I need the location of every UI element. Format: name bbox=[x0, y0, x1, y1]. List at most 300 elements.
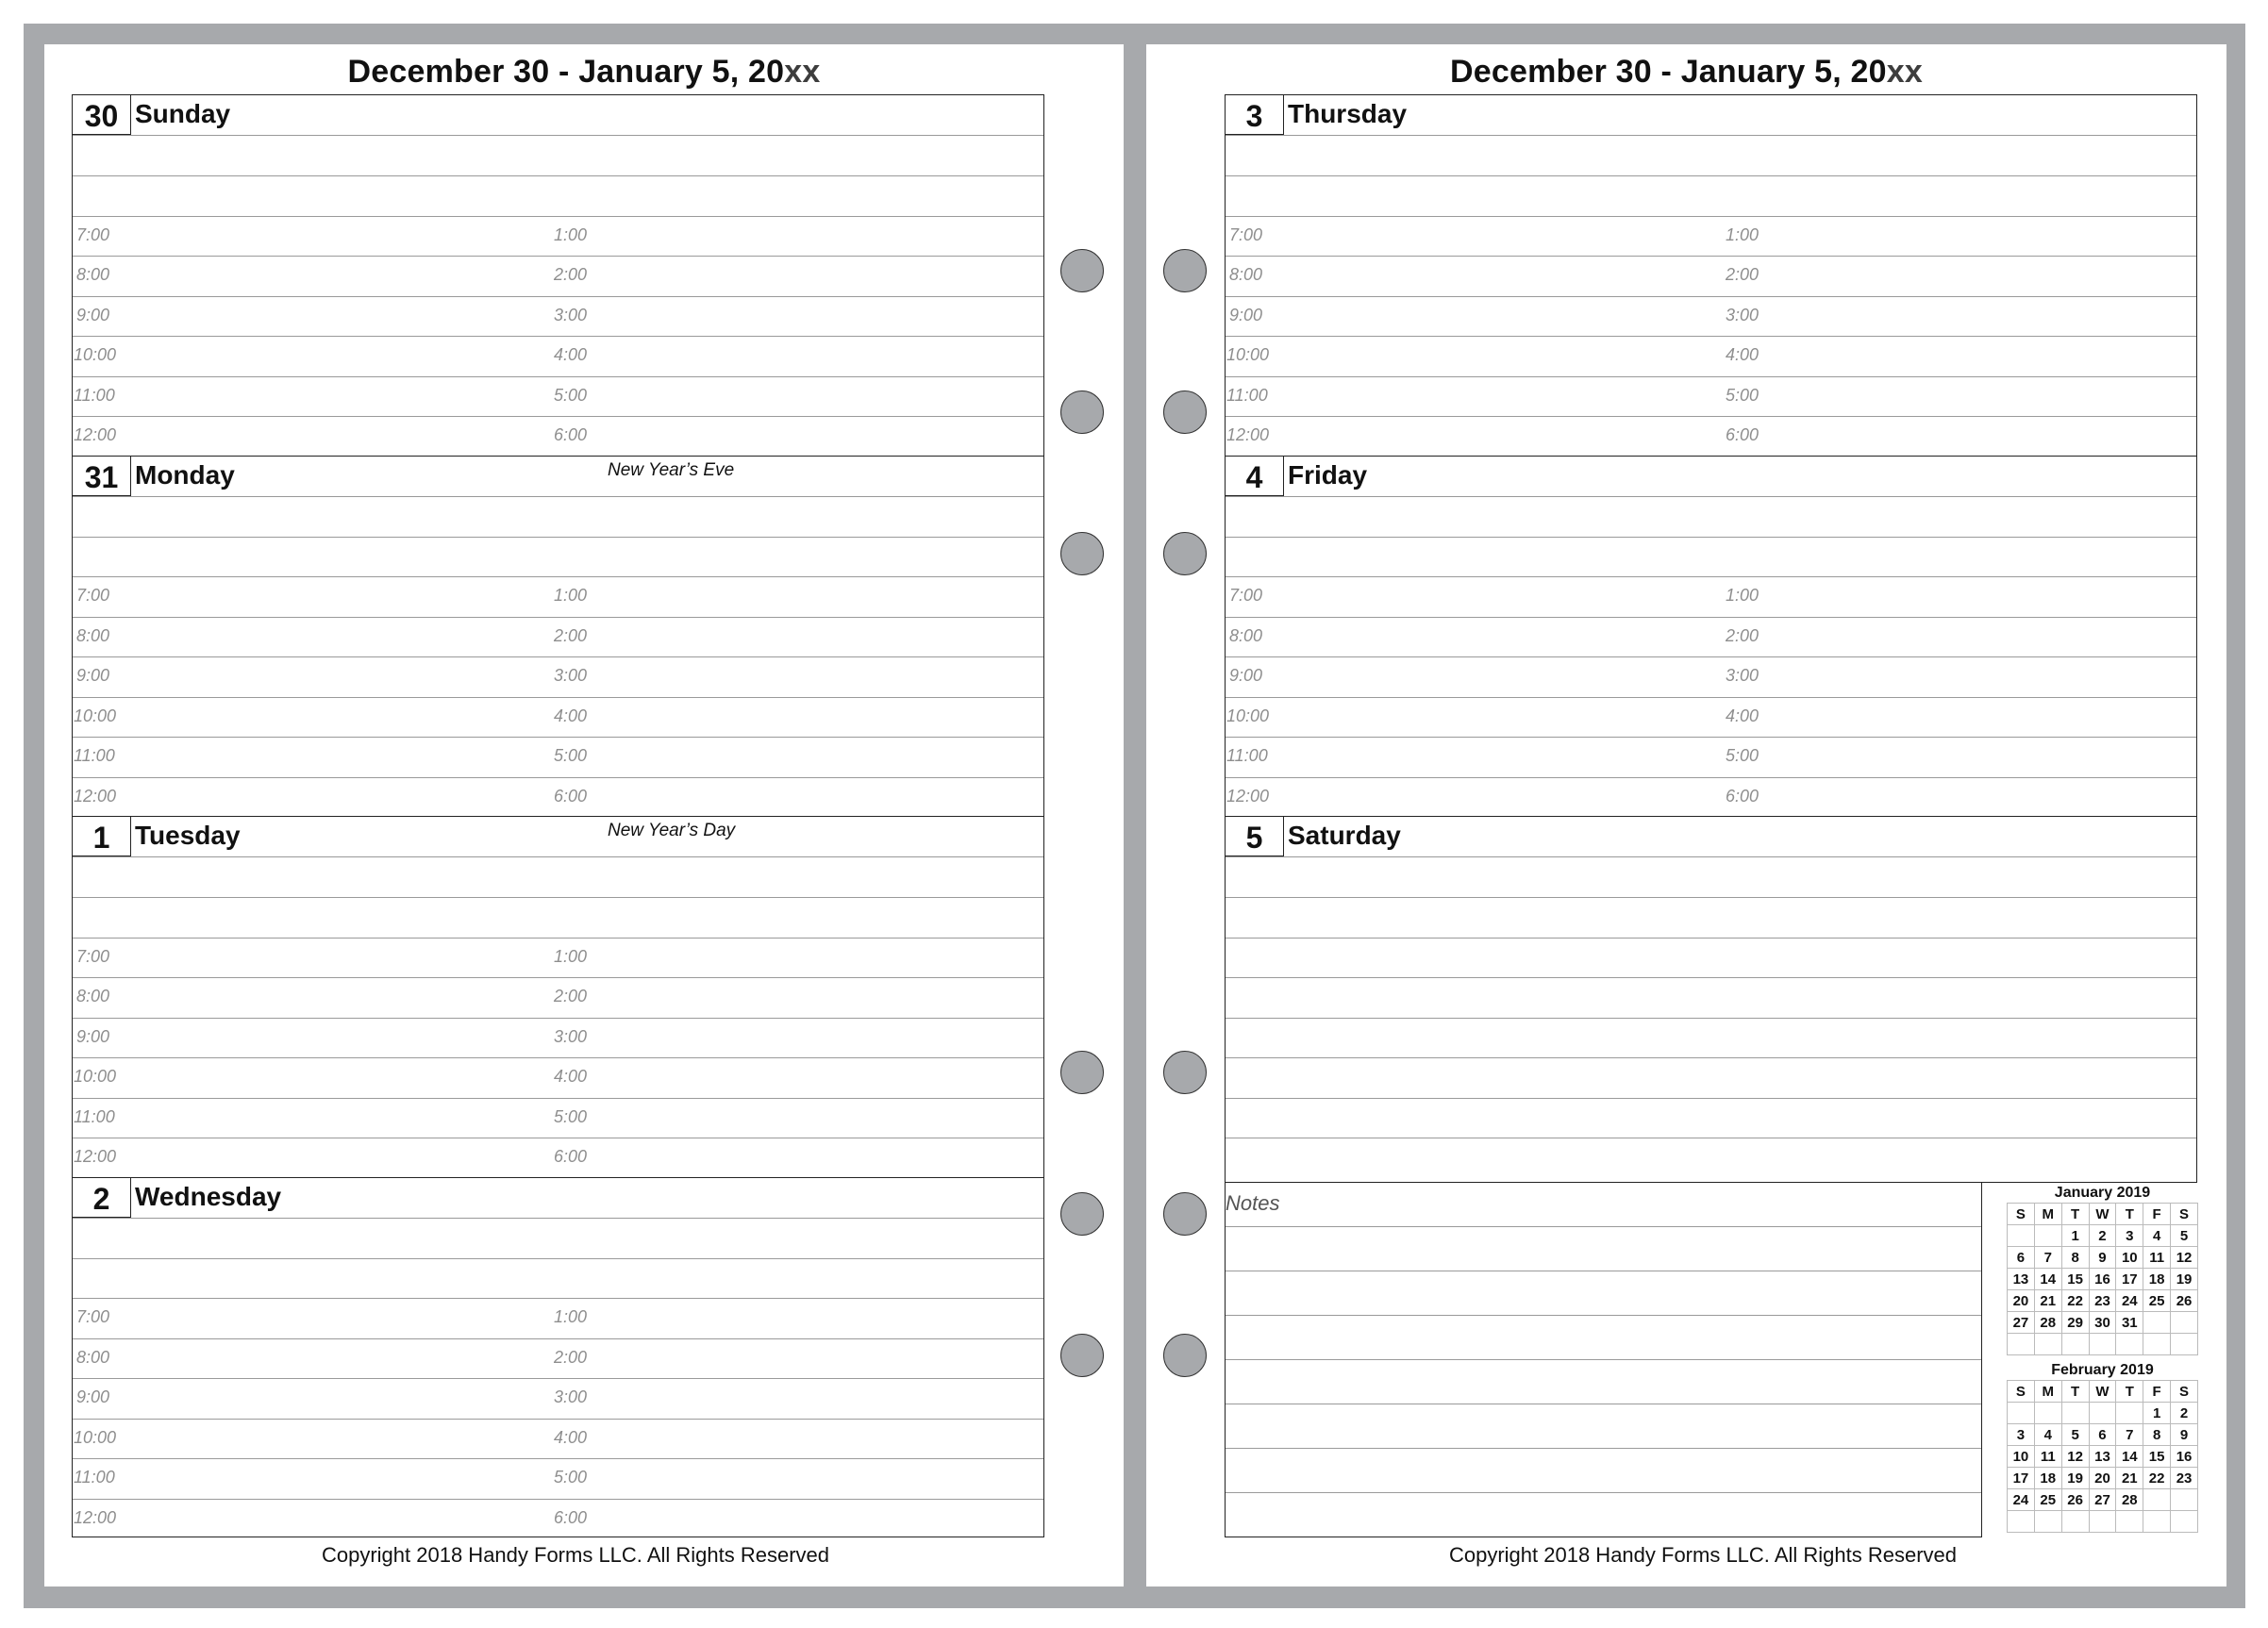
time-label-pm: 4:00 bbox=[554, 706, 588, 725]
day-block bbox=[1226, 95, 2196, 457]
time-label-am: 12:00 bbox=[1226, 425, 1270, 444]
writing-line[interactable] bbox=[73, 1057, 1043, 1058]
calendar-week-row bbox=[2008, 1489, 2198, 1511]
weekday-header: W bbox=[2089, 1381, 2116, 1403]
writing-line[interactable] bbox=[73, 416, 1043, 417]
mini-calendar-january bbox=[2007, 1184, 2198, 1355]
calendar-date-cell: 21 bbox=[2034, 1290, 2061, 1312]
writing-line[interactable] bbox=[1226, 1098, 2196, 1099]
day-block bbox=[73, 95, 1043, 457]
writing-line[interactable] bbox=[1226, 576, 2196, 577]
writing-line[interactable] bbox=[73, 897, 1043, 898]
day-number: 3 bbox=[1226, 95, 1284, 135]
time-label-pm: 5:00 bbox=[554, 1106, 588, 1126]
writing-line[interactable] bbox=[1226, 336, 2196, 337]
calendar-date-cell bbox=[2171, 1489, 2198, 1511]
calendar-week-row bbox=[2008, 1247, 2198, 1269]
day-block bbox=[1226, 817, 2196, 1184]
writing-line[interactable] bbox=[73, 1018, 1043, 1019]
calendar-date-cell: 20 bbox=[2008, 1290, 2035, 1312]
calendar-date-cell: 31 bbox=[2116, 1312, 2143, 1334]
binder-hole-icon bbox=[1163, 249, 1207, 292]
calendar-date-cell: 2 bbox=[2171, 1403, 2198, 1424]
weekday-header: F bbox=[2143, 1204, 2171, 1225]
time-label-am: 12:00 bbox=[74, 786, 117, 806]
calendar-date-cell: 23 bbox=[2171, 1468, 2198, 1489]
time-label-pm: 6:00 bbox=[554, 1147, 588, 1166]
binder-hole-icon bbox=[1060, 390, 1104, 434]
day-header bbox=[73, 457, 1043, 497]
writing-line[interactable] bbox=[1226, 697, 2196, 698]
copyright-notice: Copyright 2018 Handy Forms LLC. All Rights Reserved bbox=[321, 1543, 830, 1567]
day-separator bbox=[1226, 456, 2196, 457]
day-number: 31 bbox=[73, 457, 131, 496]
calendar-date-cell: 21 bbox=[2116, 1468, 2143, 1489]
writing-line[interactable] bbox=[1226, 256, 2196, 257]
weekday-header: S bbox=[2171, 1204, 2198, 1225]
day-number: 2 bbox=[73, 1178, 131, 1218]
day-separator bbox=[73, 1177, 1043, 1178]
calendar-date-cell: 5 bbox=[2061, 1424, 2089, 1446]
calendar-date-cell: 13 bbox=[2089, 1446, 2116, 1468]
time-label-pm: 3:00 bbox=[554, 666, 588, 685]
time-label-pm: 6:00 bbox=[1726, 425, 1759, 444]
writing-line[interactable] bbox=[73, 1258, 1043, 1259]
mini-calendar-table bbox=[2007, 1203, 2198, 1355]
holiday-label: New Year’s Day bbox=[608, 821, 736, 840]
writing-line[interactable] bbox=[73, 1499, 1043, 1500]
calendar-date-cell bbox=[2008, 1511, 2035, 1533]
day-name: Tuesday bbox=[135, 821, 241, 850]
binder-hole-icon bbox=[1060, 1334, 1104, 1377]
calendar-week-row bbox=[2008, 1269, 2198, 1290]
writing-line[interactable] bbox=[73, 1419, 1043, 1420]
right-planner-page bbox=[1146, 44, 2226, 1586]
writing-line[interactable] bbox=[73, 697, 1043, 698]
time-label-am: 11:00 bbox=[1226, 746, 1268, 765]
writing-line[interactable] bbox=[1226, 656, 2196, 657]
calendar-date-cell: 15 bbox=[2061, 1269, 2089, 1290]
calendar-date-cell bbox=[2116, 1334, 2143, 1355]
weekday-header: T bbox=[2061, 1381, 2089, 1403]
time-label-pm: 2:00 bbox=[554, 265, 588, 284]
time-label-pm: 1:00 bbox=[1726, 224, 1759, 244]
time-label-pm: 6:00 bbox=[554, 1507, 588, 1527]
calendar-date-cell: 9 bbox=[2089, 1247, 2116, 1269]
calendar-date-cell bbox=[2116, 1403, 2143, 1424]
calendar-date-cell: 3 bbox=[2116, 1225, 2143, 1247]
time-label-pm: 5:00 bbox=[1726, 746, 1759, 765]
calendar-date-cell bbox=[2061, 1403, 2089, 1424]
weekday-header: S bbox=[2008, 1381, 2035, 1403]
weekday-header: T bbox=[2116, 1381, 2143, 1403]
weekday-header: W bbox=[2089, 1204, 2116, 1225]
writing-line[interactable] bbox=[1226, 1018, 2196, 1019]
binder-hole-icon bbox=[1060, 532, 1104, 575]
page-title bbox=[1146, 54, 2226, 91]
title-year: xx bbox=[784, 54, 821, 90]
time-label-am: 9:00 bbox=[1229, 666, 1263, 685]
writing-line[interactable] bbox=[1226, 376, 2196, 377]
notes-line[interactable] bbox=[1226, 1315, 1981, 1316]
time-label-am: 7:00 bbox=[76, 586, 110, 605]
calendar-date-cell: 12 bbox=[2171, 1247, 2198, 1269]
day-number: 30 bbox=[73, 95, 131, 135]
time-label-am: 9:00 bbox=[76, 1026, 110, 1046]
day-separator bbox=[73, 816, 1043, 817]
calendar-date-cell bbox=[2034, 1225, 2061, 1247]
writing-line[interactable] bbox=[73, 1098, 1043, 1099]
calendar-date-cell bbox=[2143, 1312, 2171, 1334]
calendar-date-cell bbox=[2008, 1403, 2035, 1424]
time-label-pm: 3:00 bbox=[554, 1026, 588, 1046]
writing-line[interactable] bbox=[73, 1458, 1043, 1459]
mini-calendar-title: January 2019 bbox=[2054, 1185, 2151, 1201]
day-block bbox=[73, 1178, 1043, 1539]
calendar-date-cell: 4 bbox=[2034, 1424, 2061, 1446]
calendar-date-cell: 27 bbox=[2008, 1312, 2035, 1334]
binder-hole-icon bbox=[1060, 1192, 1104, 1236]
day-header bbox=[1226, 817, 2196, 857]
day-separator bbox=[73, 456, 1043, 457]
time-label-pm: 4:00 bbox=[554, 1067, 588, 1086]
calendar-date-cell: 19 bbox=[2171, 1269, 2198, 1290]
calendar-date-cell bbox=[2171, 1334, 2198, 1355]
time-label-am: 10:00 bbox=[1226, 345, 1270, 364]
day-header bbox=[73, 817, 1043, 857]
time-label-pm: 3:00 bbox=[1726, 305, 1759, 324]
calendar-date-cell: 22 bbox=[2061, 1290, 2089, 1312]
writing-line[interactable] bbox=[73, 656, 1043, 657]
calendar-week-row bbox=[2008, 1225, 2198, 1247]
time-label-am: 11:00 bbox=[74, 1468, 115, 1487]
calendar-date-cell bbox=[2034, 1403, 2061, 1424]
time-label-pm: 6:00 bbox=[1726, 786, 1759, 806]
time-label-pm: 2:00 bbox=[554, 625, 588, 645]
day-separator bbox=[1226, 816, 2196, 817]
calendar-date-cell: 3 bbox=[2008, 1424, 2035, 1446]
writing-line[interactable] bbox=[73, 296, 1043, 297]
calendar-date-cell: 20 bbox=[2089, 1468, 2116, 1489]
writing-line[interactable] bbox=[73, 216, 1043, 217]
title-date-range: December 30 - January 5, 20 bbox=[347, 54, 785, 90]
calendar-date-cell: 27 bbox=[2089, 1489, 2116, 1511]
writing-line[interactable] bbox=[1226, 617, 2196, 618]
calendar-date-cell bbox=[2034, 1334, 2061, 1355]
calendar-date-cell bbox=[2143, 1489, 2171, 1511]
notes-line[interactable] bbox=[1226, 1448, 1981, 1449]
writing-line[interactable] bbox=[73, 336, 1043, 337]
calendar-date-cell bbox=[2171, 1312, 2198, 1334]
calendar-date-cell: 26 bbox=[2061, 1489, 2089, 1511]
binder-hole-icon bbox=[1060, 1051, 1104, 1094]
calendar-date-cell bbox=[2089, 1511, 2116, 1533]
calendar-date-cell: 12 bbox=[2061, 1446, 2089, 1468]
calendar-date-cell bbox=[2171, 1511, 2198, 1533]
time-label-pm: 2:00 bbox=[554, 987, 588, 1005]
calendar-date-cell: 28 bbox=[2034, 1312, 2061, 1334]
writing-line[interactable] bbox=[73, 1378, 1043, 1379]
day-block bbox=[73, 817, 1043, 1178]
calendar-date-cell bbox=[2008, 1225, 2035, 1247]
copyright-notice: Copyright 2018 Handy Forms LLC. All Rights Reserved bbox=[1448, 1543, 1958, 1567]
time-label-am: 11:00 bbox=[1226, 385, 1268, 405]
calendar-date-cell: 23 bbox=[2089, 1290, 2116, 1312]
day-header bbox=[1226, 95, 2196, 136]
time-label-am: 11:00 bbox=[74, 385, 115, 405]
day-number: 4 bbox=[1226, 457, 1284, 496]
day-schedule-grid bbox=[1225, 94, 2197, 1183]
time-label-am: 7:00 bbox=[76, 946, 110, 966]
calendar-date-cell: 24 bbox=[2008, 1489, 2035, 1511]
time-label-am: 12:00 bbox=[74, 1507, 117, 1527]
time-label-am: 9:00 bbox=[76, 305, 110, 324]
calendar-week-row bbox=[2008, 1424, 2198, 1446]
calendar-date-cell: 8 bbox=[2143, 1424, 2171, 1446]
time-label-pm: 5:00 bbox=[554, 1468, 588, 1487]
calendar-date-cell: 9 bbox=[2171, 1424, 2198, 1446]
time-label-pm: 4:00 bbox=[1726, 706, 1759, 725]
day-number: 5 bbox=[1226, 817, 1284, 856]
calendar-date-cell: 6 bbox=[2008, 1247, 2035, 1269]
calendar-date-cell: 28 bbox=[2116, 1489, 2143, 1511]
time-label-pm: 4:00 bbox=[554, 345, 588, 364]
time-label-pm: 2:00 bbox=[1726, 265, 1759, 284]
writing-line[interactable] bbox=[73, 175, 1043, 176]
calendar-date-cell bbox=[2116, 1511, 2143, 1533]
calendar-date-cell bbox=[2034, 1511, 2061, 1533]
calendar-date-cell: 11 bbox=[2143, 1247, 2171, 1269]
binder-hole-icon bbox=[1163, 532, 1207, 575]
notes-line[interactable] bbox=[1226, 1226, 1981, 1227]
time-label-am: 8:00 bbox=[76, 265, 110, 284]
time-label-am: 7:00 bbox=[76, 1307, 110, 1326]
time-label-am: 8:00 bbox=[76, 625, 110, 645]
binder-hole-icon bbox=[1163, 1051, 1207, 1094]
day-header bbox=[73, 1178, 1043, 1219]
weekday-header: F bbox=[2143, 1381, 2171, 1403]
calendar-date-cell: 7 bbox=[2034, 1247, 2061, 1269]
weekday-header: T bbox=[2116, 1204, 2143, 1225]
calendar-date-cell bbox=[2143, 1511, 2171, 1533]
calendar-date-cell: 10 bbox=[2116, 1247, 2143, 1269]
calendar-week-row bbox=[2008, 1334, 2198, 1355]
writing-line[interactable] bbox=[73, 777, 1043, 778]
time-label-am: 7:00 bbox=[76, 224, 110, 244]
notes-line[interactable] bbox=[1226, 1492, 1981, 1493]
calendar-date-cell: 10 bbox=[2008, 1446, 2035, 1468]
calendar-date-cell bbox=[2089, 1403, 2116, 1424]
time-label-pm: 1:00 bbox=[554, 224, 588, 244]
writing-line[interactable] bbox=[1226, 938, 2196, 939]
writing-line[interactable] bbox=[1226, 537, 2196, 538]
day-header bbox=[73, 95, 1043, 136]
calendar-date-cell: 16 bbox=[2089, 1269, 2116, 1290]
time-label-am: 9:00 bbox=[76, 666, 110, 685]
calendar-date-cell: 5 bbox=[2171, 1225, 2198, 1247]
time-label-pm: 2:00 bbox=[554, 1347, 588, 1367]
title-date-range: December 30 - January 5, 20 bbox=[1450, 54, 1887, 90]
calendar-date-cell: 17 bbox=[2008, 1468, 2035, 1489]
calendar-week-row bbox=[2008, 1290, 2198, 1312]
calendar-date-cell: 1 bbox=[2061, 1225, 2089, 1247]
time-label-am: 10:00 bbox=[74, 1067, 117, 1086]
time-label-pm: 2:00 bbox=[1726, 625, 1759, 645]
time-label-am: 9:00 bbox=[76, 1387, 110, 1406]
calendar-date-cell: 22 bbox=[2143, 1468, 2171, 1489]
time-label-pm: 1:00 bbox=[1726, 586, 1759, 605]
time-label-am: 10:00 bbox=[74, 345, 117, 364]
writing-line[interactable] bbox=[73, 537, 1043, 538]
calendar-date-cell: 25 bbox=[2143, 1290, 2171, 1312]
time-label-am: 12:00 bbox=[74, 1147, 117, 1166]
weekday-header: M bbox=[2034, 1381, 2061, 1403]
calendar-date-cell: 19 bbox=[2061, 1468, 2089, 1489]
calendar-date-cell: 8 bbox=[2061, 1247, 2089, 1269]
calendar-date-cell bbox=[2143, 1334, 2171, 1355]
binder-hole-icon bbox=[1163, 1334, 1207, 1377]
day-name: Saturday bbox=[1288, 821, 1401, 850]
calendar-week-row bbox=[2008, 1511, 2198, 1533]
writing-line[interactable] bbox=[1226, 216, 2196, 217]
writing-line[interactable] bbox=[73, 1338, 1043, 1339]
day-block bbox=[1226, 457, 2196, 818]
calendar-date-cell: 26 bbox=[2171, 1290, 2198, 1312]
calendar-date-cell: 14 bbox=[2116, 1446, 2143, 1468]
day-name: Wednesday bbox=[135, 1181, 282, 1211]
time-label-am: 11:00 bbox=[74, 746, 115, 765]
time-label-pm: 1:00 bbox=[554, 1307, 588, 1326]
writing-line[interactable] bbox=[73, 1298, 1043, 1299]
writing-line[interactable] bbox=[1226, 977, 2196, 978]
calendar-date-cell: 13 bbox=[2008, 1269, 2035, 1290]
calendar-date-cell: 29 bbox=[2061, 1312, 2089, 1334]
time-label-am: 10:00 bbox=[74, 706, 117, 725]
day-name: Friday bbox=[1288, 459, 1368, 490]
writing-line[interactable] bbox=[73, 977, 1043, 978]
calendar-date-cell: 15 bbox=[2143, 1446, 2171, 1468]
time-label-pm: 1:00 bbox=[554, 586, 588, 605]
calendar-date-cell: 14 bbox=[2034, 1269, 2061, 1290]
calendar-week-row bbox=[2008, 1403, 2198, 1424]
time-label-pm: 3:00 bbox=[1726, 666, 1759, 685]
time-label-am: 11:00 bbox=[74, 1106, 115, 1126]
weekday-header: T bbox=[2061, 1204, 2089, 1225]
writing-line[interactable] bbox=[1226, 777, 2196, 778]
calendar-date-cell: 4 bbox=[2143, 1225, 2171, 1247]
calendar-date-cell bbox=[2008, 1334, 2035, 1355]
time-label-pm: 6:00 bbox=[554, 425, 588, 444]
time-label-pm: 1:00 bbox=[554, 946, 588, 966]
calendar-date-cell: 24 bbox=[2116, 1290, 2143, 1312]
weekday-header: S bbox=[2008, 1204, 2035, 1225]
writing-line[interactable] bbox=[73, 256, 1043, 257]
writing-line[interactable] bbox=[1226, 296, 2196, 297]
time-label-pm: 4:00 bbox=[554, 1427, 588, 1447]
weekday-header: S bbox=[2171, 1381, 2198, 1403]
writing-line[interactable] bbox=[1226, 737, 2196, 738]
holiday-label: New Year’s Eve bbox=[608, 459, 735, 480]
calendar-date-cell: 1 bbox=[2143, 1403, 2171, 1424]
time-label-pm: 3:00 bbox=[554, 305, 588, 324]
calendar-date-cell: 30 bbox=[2089, 1312, 2116, 1334]
notes-label: Notes bbox=[1226, 1191, 1280, 1215]
time-label-am: 10:00 bbox=[74, 1427, 117, 1447]
time-label-pm: 5:00 bbox=[1726, 385, 1759, 405]
time-label-am: 8:00 bbox=[1229, 265, 1263, 284]
time-label-am: 7:00 bbox=[1229, 586, 1263, 605]
time-label-am: 8:00 bbox=[1229, 625, 1263, 645]
calendar-date-cell bbox=[2061, 1511, 2089, 1533]
mini-calendar-title: February 2019 bbox=[2051, 1362, 2154, 1378]
binder-hole-icon bbox=[1163, 390, 1207, 434]
time-label-pm: 5:00 bbox=[554, 746, 588, 765]
time-label-am: 12:00 bbox=[74, 425, 117, 444]
writing-line[interactable] bbox=[73, 938, 1043, 939]
time-label-am: 9:00 bbox=[1229, 305, 1263, 324]
calendar-date-cell: 16 bbox=[2171, 1446, 2198, 1468]
left-planner-page bbox=[44, 44, 1124, 1586]
time-label-pm: 5:00 bbox=[554, 385, 588, 405]
calendar-date-cell: 7 bbox=[2116, 1424, 2143, 1446]
day-name: Thursday bbox=[1288, 99, 1408, 128]
calendar-date-cell: 18 bbox=[2143, 1269, 2171, 1290]
writing-line[interactable] bbox=[73, 376, 1043, 377]
writing-line[interactable] bbox=[73, 617, 1043, 618]
calendar-date-cell: 6 bbox=[2089, 1424, 2116, 1446]
title-year: xx bbox=[1886, 54, 1923, 90]
day-number: 1 bbox=[73, 817, 131, 856]
day-header bbox=[1226, 457, 2196, 497]
notes-line[interactable] bbox=[1226, 1359, 1981, 1360]
time-label-am: 12:00 bbox=[1226, 786, 1270, 806]
weekday-header: M bbox=[2034, 1204, 2061, 1225]
day-block bbox=[73, 457, 1043, 818]
writing-line[interactable] bbox=[73, 737, 1043, 738]
notes-area[interactable] bbox=[1225, 1182, 1982, 1537]
time-label-am: 8:00 bbox=[76, 987, 110, 1005]
mini-calendar-february bbox=[2007, 1361, 2198, 1533]
binder-hole-icon bbox=[1060, 249, 1104, 292]
writing-line[interactable] bbox=[1226, 416, 2196, 417]
day-name: Sunday bbox=[135, 99, 231, 128]
writing-line[interactable] bbox=[1226, 1057, 2196, 1058]
writing-line[interactable] bbox=[1226, 175, 2196, 176]
calendar-date-cell bbox=[2089, 1334, 2116, 1355]
calendar-week-row bbox=[2008, 1312, 2198, 1334]
time-label-am: 8:00 bbox=[76, 1347, 110, 1367]
binder-hole-icon bbox=[1163, 1192, 1207, 1236]
calendar-week-row bbox=[2008, 1468, 2198, 1489]
calendar-week-row bbox=[2008, 1446, 2198, 1468]
time-label-pm: 4:00 bbox=[1726, 345, 1759, 364]
calendar-date-cell bbox=[2061, 1334, 2089, 1355]
page-title bbox=[44, 54, 1124, 91]
day-schedule-grid bbox=[72, 94, 1044, 1537]
mini-calendar-table bbox=[2007, 1380, 2198, 1533]
time-label-pm: 6:00 bbox=[554, 786, 588, 806]
writing-line[interactable] bbox=[1226, 897, 2196, 898]
calendar-date-cell: 2 bbox=[2089, 1225, 2116, 1247]
calendar-date-cell: 25 bbox=[2034, 1489, 2061, 1511]
day-name: Monday bbox=[135, 459, 235, 490]
calendar-date-cell: 18 bbox=[2034, 1468, 2061, 1489]
time-label-am: 10:00 bbox=[1226, 706, 1270, 725]
writing-line[interactable] bbox=[73, 576, 1043, 577]
time-label-pm: 3:00 bbox=[554, 1387, 588, 1406]
time-label-am: 7:00 bbox=[1229, 224, 1263, 244]
calendar-date-cell: 17 bbox=[2116, 1269, 2143, 1290]
